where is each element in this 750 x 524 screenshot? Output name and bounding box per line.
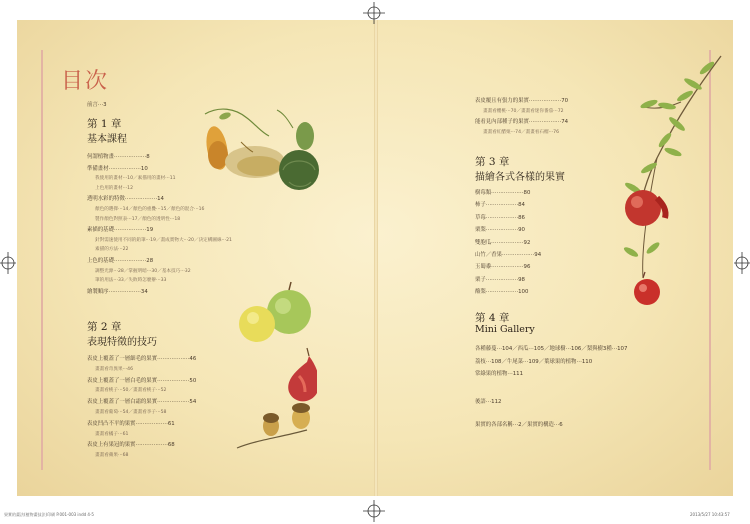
toc-entry: 表皮凹凸不平的果實⋯⋯⋯⋯⋯⋯61: [87, 420, 175, 427]
toc-entry: 表皮覆且有張力的果實⋯⋯⋯⋯⋯⋯70: [475, 98, 569, 104]
fruit-illustration: [227, 280, 317, 460]
toc-entry: 酪梨⋯⋯⋯⋯⋯⋯100: [475, 289, 529, 296]
toc-subentry: 筆的用法⋯33／失敗時怎麼辦⋯33: [95, 278, 167, 284]
chapter-1-title: 基本課程: [87, 134, 127, 145]
toc-entry: 山竹／香果⋯⋯⋯⋯⋯⋯94: [475, 252, 542, 258]
toc-subentry: 畫畫看葡萄⋯54／畫畫看李子⋯58: [95, 410, 167, 415]
chapter-2-number: 第 2 章: [87, 321, 122, 333]
gutter: [374, 20, 378, 496]
toc-entry: 常綠果的植物⋯111: [475, 371, 524, 377]
toc-subentry: 製作顏色對照表⋯17／顏色的透明性⋯18: [95, 216, 181, 222]
registration-mark-icon: [363, 500, 385, 522]
toc-entry: 樹莓類⋯⋯⋯⋯⋯⋯80: [475, 190, 531, 196]
chapter-3-title: 描繪各式各樣的果實: [475, 172, 565, 183]
toc-entry: 素描的基礎⋯⋯⋯⋯⋯⋯19: [87, 227, 154, 234]
postscript-entry: 後語⋯112: [475, 399, 502, 405]
toc-entry: 草莓⋯⋯⋯⋯⋯⋯86: [475, 214, 525, 221]
toc-entry: 透明水彩的特徵⋯⋯⋯⋯⋯⋯14: [87, 196, 164, 203]
toc-entry: 繪製順序⋯⋯⋯⋯⋯⋯34: [87, 288, 148, 295]
page-title: 目次: [61, 69, 110, 94]
toc-subentry: 上色用的畫材⋯12: [95, 185, 134, 191]
toc-subentry: 畫畫看奇異果⋯46: [95, 366, 134, 372]
appendix-entry: 果實的各部名稱⋯2／果實的構造⋯6: [475, 422, 563, 428]
preface-entry: 前言⋯3: [87, 102, 107, 108]
toc-entry: 栗梨⋯⋯⋯⋯⋯⋯90: [475, 227, 525, 234]
toc-entry: 表皮上覆蓋了一層白霜的果實⋯⋯⋯⋯⋯⋯54: [87, 399, 197, 406]
toc-subentry: 我使用的畫材⋯10／素描用的畫材⋯11: [95, 176, 176, 182]
chapter-4-title: Mini Gallery: [475, 324, 535, 335]
toc-entry: 能看見內部種子的果實⋯⋯⋯⋯⋯⋯74: [475, 119, 569, 125]
print-slug-right: 2013/5/27 10:43:57: [690, 512, 730, 517]
registration-mark-icon: [363, 2, 385, 24]
pomegranate-branch-illustration: [597, 48, 727, 318]
toc-entry: 雙胞瓜⋯⋯⋯⋯⋯⋯92: [475, 239, 531, 246]
toc-entry: 表皮上有果冠的果實⋯⋯⋯⋯⋯⋯68: [87, 442, 175, 449]
toc-entry: 栗子⋯⋯⋯⋯⋯⋯98: [475, 276, 525, 283]
chapter-4-number: 第 4 章: [475, 312, 510, 324]
toc-entry: 上色的基礎⋯⋯⋯⋯⋯⋯28: [87, 258, 154, 264]
chapter-2-title: 表現特徵的技巧: [87, 337, 157, 348]
toc-subentry: 針對需速使用不同的鉛筆⋯19／畫成實物大⋯20／決定構圖線⋯21: [95, 237, 232, 243]
chapter-3-number: 第 3 章: [475, 156, 510, 168]
toc-entry: 各種藤蔓⋯104／西瓜⋯105／地球樹⋯106／梨與樹3種⋯107: [475, 346, 628, 352]
toc-entry: 玉蜀黍⋯⋯⋯⋯⋯⋯96: [475, 264, 531, 271]
chapter-1-number: 第 1 章: [87, 118, 122, 130]
toc-subentry: 畫畫看蘋果⋯68: [95, 453, 129, 459]
registration-mark-icon: [734, 252, 750, 274]
toc-subentry: 顏色的選擇⋯14／顏色的重疊⋯15／顏色的混合⋯16: [95, 207, 205, 212]
toc-subentry: 畫畫看紅醋栗⋯74／畫畫看石榴⋯76: [483, 129, 560, 135]
book-spread: [17, 20, 733, 496]
toc-entry: 何謂植物畫⋯⋯⋯⋯⋯⋯8: [87, 154, 150, 160]
toc-subentry: 畫畫看櫻桃⋯70／畫畫看迷你番茄⋯72: [483, 108, 564, 114]
toc-entry: 表皮上覆蓋了一層細毛的果實⋯⋯⋯⋯⋯⋯46: [87, 356, 197, 362]
gourds-illustration: [197, 100, 337, 200]
print-slug-left: 果實的畫法(植物畫技法)印刷 P.001-003 indd 4-5: [4, 512, 94, 517]
toc-entry: 準備畫材⋯⋯⋯⋯⋯⋯10: [87, 165, 148, 172]
toc-entry: 柿子⋯⋯⋯⋯⋯⋯84: [475, 202, 525, 209]
toc-subentry: 畫畫看橘子⋯61: [95, 431, 129, 437]
toc-subentry: 調整光源⋯28／掌握明暗⋯30／基本技巧⋯32: [95, 268, 191, 274]
registration-mark-icon: [0, 252, 16, 274]
toc-entry: 荔枝⋯108／牛尾菜⋯109／葉球果的植物⋯110: [475, 358, 593, 365]
toc-subentry: 素描的方法⋯22: [95, 247, 129, 253]
left-frame-line: [41, 50, 43, 470]
toc-entry: 表皮上覆蓋了一層白毛的果實⋯⋯⋯⋯⋯⋯50: [87, 377, 197, 384]
toc-subentry: 畫畫看桃子⋯50／畫畫看桃子⋯52: [95, 388, 167, 394]
